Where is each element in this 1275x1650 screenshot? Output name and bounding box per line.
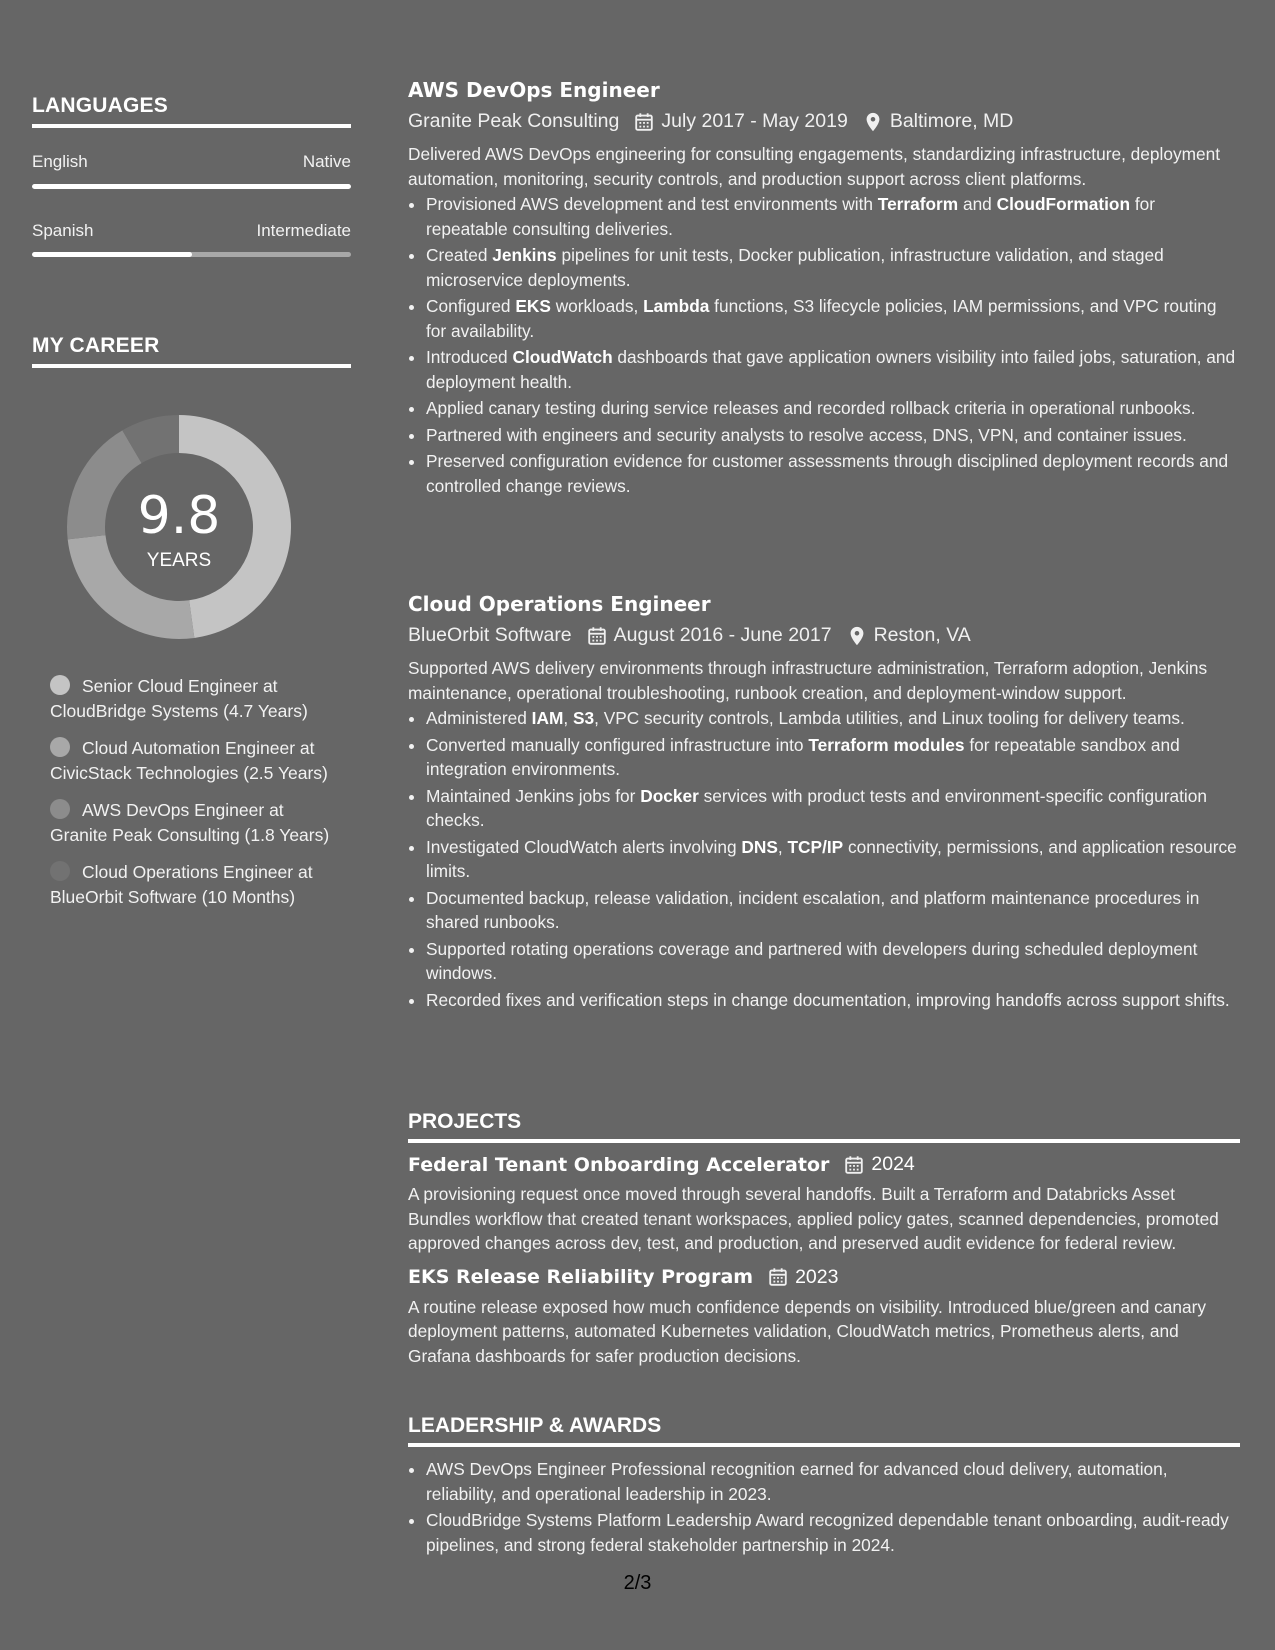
project-title-row <box>408 1153 1240 1176</box>
job-location: Baltimore, MD <box>889 110 1014 132</box>
career-legend-item <box>50 860 340 909</box>
language-bar-english <box>32 184 351 189</box>
job-bullet: • Investigated CloudWatch alerts involving DNS, TCP/IP connectivity, permissions, and application resource limits. <box>426 835 1240 884</box>
language-row-english <box>32 152 351 172</box>
project-title: Federal Tenant Onboarding Accelerator <box>408 1153 830 1176</box>
job-bullet: • Preserved configuration evidence for customer assessments through disciplined deployment records and controlled change reviews. <box>426 449 1240 498</box>
map-pin-icon <box>846 625 868 647</box>
job-company: BlueOrbit Software <box>408 624 572 646</box>
language-level: Intermediate <box>256 221 351 240</box>
career-legend <box>50 674 340 922</box>
legend-dot-icon <box>50 675 70 695</box>
career-legend-text: Cloud Operations Engineer at BlueOrbit Software (10 Months) <box>50 862 313 907</box>
language-level: Native <box>302 152 351 171</box>
calendar-icon <box>767 1266 789 1288</box>
language-bar-fill <box>32 252 192 257</box>
legend-dot-icon <box>50 861 70 881</box>
calendar-icon <box>586 625 608 647</box>
job-title: Cloud Operations Engineer <box>408 592 711 616</box>
job-company: Granite Peak Consulting <box>408 110 620 132</box>
leadership-list <box>408 1457 1240 1557</box>
career-legend-item <box>50 674 340 723</box>
job-meta <box>408 624 1240 647</box>
language-bar-spanish <box>32 252 351 257</box>
job-bullet: • Provisioned AWS development and test environments with Terraform and CloudFormation for repeatable consulting deliveries. <box>426 192 1240 241</box>
project-title-row <box>408 1266 1240 1289</box>
project-entry <box>408 1266 1240 1369</box>
job-summary: Delivered AWS DevOps engineering for consulting engagements, standardizing infrastructure, deployment automation, monitoring, security controls, and production support across client platforms. <box>408 144 1221 189</box>
leadership-item: • AWS DevOps Engineer Professional recognition earned for advanced cloud delivery, automation, reliability, and operational leadership in 2023. <box>426 1457 1240 1506</box>
project-description: A routine release exposed how much confidence depends on visibility. Introduced blue/green and canary deployment patterns, automated Kubernetes validation, CloudWatch metrics, Prometheus alerts, and Grafana dashboards for safer production decisions. <box>408 1296 1207 1366</box>
career-donut-chart <box>66 414 292 640</box>
career-legend-text: Senior Cloud Engineer at CloudBridge Systems (4.7 Years) <box>50 676 308 721</box>
career-legend-item <box>50 736 340 785</box>
career-total-years: 9.8 <box>137 486 221 546</box>
job-bullet: • Recorded fixes and verification steps in change documentation, improving handoffs across support shifts. <box>426 988 1240 1013</box>
project-title: EKS Release Reliability Program <box>408 1266 754 1288</box>
job-location: Reston, VA <box>873 624 971 646</box>
job-dates: July 2017 - May 2019 <box>661 110 848 132</box>
job-bullet: • Configured EKS workloads, Lambda functions, S3 lifecycle policies, IAM permissions, and VPC routing for availability. <box>426 294 1240 343</box>
calendar-icon <box>843 1154 865 1176</box>
job-bullet: • Partnered with engineers and security analysts to resolve access, DNS, VPN, and container issues. <box>426 423 1240 448</box>
language-row-spanish <box>32 221 351 241</box>
map-pin-icon <box>862 111 884 133</box>
projects-section <box>408 1110 1240 1368</box>
job-entry <box>408 592 1240 1014</box>
job-bullet: • Maintained Jenkins jobs for Docker services with product tests and environment-specific configuration checks. <box>426 784 1240 833</box>
leadership-section <box>408 1414 1240 1559</box>
languages-heading: LANGUAGES <box>32 94 351 128</box>
job-bullet: • Supported rotating operations coverage and partnered with developers during scheduled deployment windows. <box>426 937 1240 986</box>
career-legend-item <box>50 798 340 847</box>
career-legend-text: Cloud Automation Engineer at CivicStack Technologies (2.5 Years) <box>50 738 328 783</box>
job-bullet: • Introduced CloudWatch dashboards that gave application owners visibility into failed jobs, saturation, and deployment health. <box>426 345 1240 394</box>
language-bar-fill <box>32 184 351 189</box>
legend-dot-icon <box>50 737 70 757</box>
job-bullet: • Documented backup, release validation, incident escalation, and platform maintenance procedures in shared runbooks. <box>426 886 1240 935</box>
job-meta <box>408 110 1240 133</box>
project-entry <box>408 1153 1240 1256</box>
leadership-item: • CloudBridge Systems Platform Leadership Award recognized dependable tenant onboarding, audit-ready pipelines, and strong federal stakeholder partnership in 2024. <box>426 1508 1240 1557</box>
job-entry <box>408 78 1240 500</box>
job-bullet: • Converted manually configured infrastructure into Terraform modules for repeatable sandbox and integration environments. <box>426 733 1240 782</box>
job-bullet: • Applied canary testing during service releases and recorded rollback criteria in operational runbooks. <box>426 396 1240 421</box>
language-name: English <box>32 152 88 171</box>
job-bullet: • Administered IAM, S3, VPC security controls, Lambda utilities, and Linux tooling for delivery teams. <box>426 706 1240 731</box>
projects-heading: PROJECTS <box>408 1110 1240 1143</box>
job-bullets <box>408 192 1240 498</box>
career-total-unit: YEARS <box>146 550 212 571</box>
language-name: Spanish <box>32 221 94 240</box>
career-heading: MY CAREER <box>32 334 351 368</box>
job-bullet: • Created Jenkins pipelines for unit tests, Docker publication, infrastructure validation, and staged microservice deployments. <box>426 243 1240 292</box>
project-description: A provisioning request once moved through several handoffs. Built a Terraform and Databricks Asset Bundles workflow that created tenant workspaces, applied policy gates, scanned dependencies, promoted approved changes across dev, test, and production, and preserved audit evidence for federal review. <box>408 1184 1219 1253</box>
job-dates: August 2016 - June 2017 <box>613 624 832 646</box>
job-bullets <box>408 706 1240 1012</box>
career-legend-text: AWS DevOps Engineer at Granite Peak Consulting (1.8 Years) <box>50 800 330 845</box>
page-number: 2/3 <box>623 1572 652 1594</box>
legend-dot-icon <box>50 799 70 819</box>
calendar-icon <box>633 111 655 133</box>
project-year: 2024 <box>871 1153 915 1175</box>
leadership-heading: LEADERSHIP & AWARDS <box>408 1414 1240 1447</box>
job-title: AWS DevOps Engineer <box>408 78 660 102</box>
project-year: 2023 <box>795 1265 839 1288</box>
job-summary: Supported AWS delivery environments through infrastructure administration, Terraform adoption, Jenkins maintenance, operational troubleshooting, runbook creation, and deployment-window support. <box>408 658 1208 703</box>
